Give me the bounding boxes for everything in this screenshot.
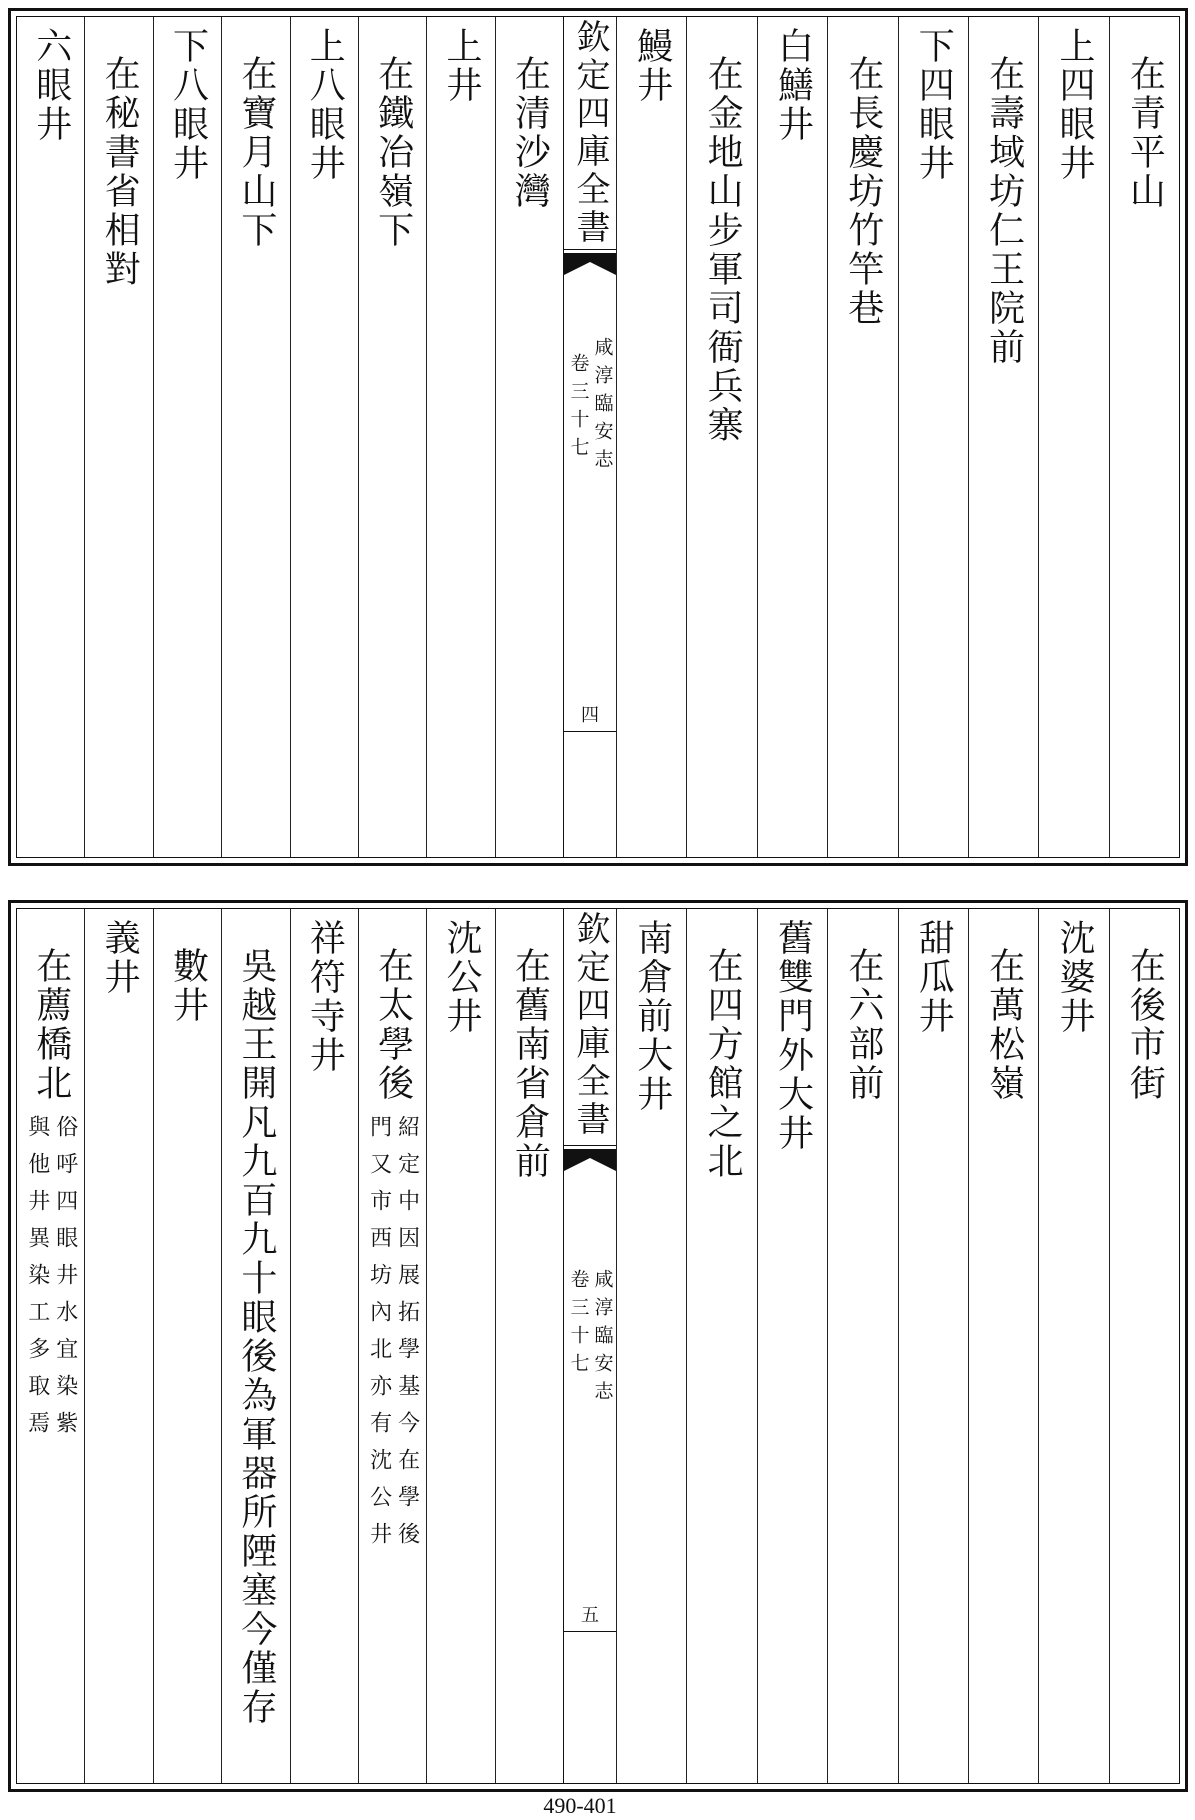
well-description: 吳越王開凡九百九十眼後為軍器所陻塞今僅存 — [235, 947, 277, 1727]
volume-number: 卷三十七 — [567, 353, 590, 465]
well-name: 數井 — [167, 947, 209, 1025]
text-column — [426, 17, 494, 857]
well-location: 在後市街 — [1124, 947, 1166, 1103]
well-location: 在壽域坊仁王院前 — [983, 55, 1025, 367]
right-half — [616, 17, 1179, 857]
right-half — [616, 909, 1179, 1783]
text-column — [17, 17, 84, 857]
well-location: 在薦橋北 — [30, 947, 72, 1103]
well-name: 上八眼井 — [304, 27, 346, 183]
well-location: 在舊南省倉前 — [509, 947, 551, 1181]
well-location: 在秘書省相對 — [99, 55, 141, 289]
text-column — [358, 17, 426, 857]
text-column — [827, 17, 897, 857]
text-column — [153, 17, 221, 857]
well-name: 鰻井 — [631, 27, 673, 105]
text-column — [495, 17, 563, 857]
page-lower — [8, 900, 1188, 1792]
volume-number: 卷三十七 — [567, 1269, 590, 1381]
text-column — [968, 17, 1038, 857]
well-location: 在萬松嶺 — [983, 947, 1025, 1103]
well-location: 在寶月山下 — [235, 55, 277, 250]
book-title: 咸淳臨安志 — [591, 337, 614, 477]
well-name: 上井 — [440, 27, 482, 105]
annotation — [26, 1115, 76, 1448]
divider — [564, 249, 616, 250]
well-name: 沈公井 — [440, 919, 482, 1036]
text-column — [616, 17, 686, 857]
text-column — [426, 909, 494, 1783]
well-name: 甜瓜井 — [913, 919, 955, 1036]
center-fold-column — [563, 909, 616, 1783]
divider — [564, 731, 616, 732]
well-location: 在四方館之北 — [702, 947, 744, 1181]
well-name: 下八眼井 — [167, 27, 209, 183]
text-column — [968, 909, 1038, 1783]
well-location: 在鐵冶嶺下 — [372, 55, 414, 250]
center-fold-column — [563, 17, 616, 857]
text-column — [221, 17, 289, 857]
well-name: 祥符寺井 — [304, 919, 346, 1075]
well-name: 南倉前大井 — [631, 919, 673, 1114]
text-column — [898, 909, 968, 1783]
text-column — [290, 909, 358, 1783]
well-name: 六眼井 — [30, 27, 72, 144]
text-column — [358, 909, 426, 1783]
scan-reference: 490-401 — [543, 1793, 617, 1818]
collection-title: 欽定四庫全書 — [570, 911, 610, 1139]
well-name: 沈婆井 — [1053, 919, 1095, 1036]
text-column — [1109, 17, 1179, 857]
text-column — [1038, 17, 1108, 857]
well-location: 在金地山步軍司衙兵寨 — [702, 55, 744, 445]
text-column — [290, 17, 358, 857]
fishtail-ornament — [564, 1149, 616, 1175]
book-info — [569, 337, 612, 477]
book-info — [569, 1269, 612, 1409]
well-location: 在六部前 — [842, 947, 884, 1103]
well-name: 上四眼井 — [1053, 27, 1095, 183]
divider — [564, 1631, 616, 1632]
well-location: 在青平山 — [1124, 55, 1166, 211]
page-frame — [16, 908, 1180, 1784]
text-column — [686, 909, 756, 1783]
well-name: 舊雙門外大井 — [772, 919, 814, 1153]
text-column — [1109, 909, 1179, 1783]
text-column — [17, 909, 84, 1783]
text-column — [1038, 909, 1108, 1783]
well-location: 在清沙灣 — [509, 55, 551, 211]
text-column — [221, 909, 289, 1783]
annotation-line: 與他井異染工多取焉 — [24, 1115, 50, 1448]
page-frame — [16, 16, 1180, 858]
well-location: 在長慶坊竹竿巷 — [842, 55, 884, 328]
book-title: 咸淳臨安志 — [591, 1269, 614, 1409]
left-half — [17, 17, 563, 857]
well-name: 下四眼井 — [913, 27, 955, 183]
text-column — [84, 909, 152, 1783]
text-column — [757, 17, 827, 857]
fishtail-ornament — [564, 253, 616, 279]
well-location: 在太學後 — [372, 947, 414, 1103]
left-half — [17, 909, 563, 1783]
text-column — [84, 17, 152, 857]
text-column — [757, 909, 827, 1783]
annotation-line: 紹定中因展拓學基今在學後 — [394, 1115, 420, 1559]
annotation-line: 俗呼四眼井水宜染紫 — [52, 1115, 78, 1448]
text-column — [616, 909, 686, 1783]
well-name: 白鱔井 — [772, 27, 814, 144]
text-column — [686, 17, 756, 857]
collection-title: 欽定四庫全書 — [570, 19, 610, 247]
well-name: 義井 — [99, 919, 141, 997]
text-column — [495, 909, 563, 1783]
annotation — [368, 1115, 418, 1559]
divider — [564, 1145, 616, 1146]
page-number: 四 — [581, 705, 599, 726]
text-column — [827, 909, 897, 1783]
text-column — [153, 909, 221, 1783]
annotation-line: 門又市西坊內北亦有沈公井 — [366, 1115, 392, 1559]
page-number: 五 — [581, 1605, 599, 1626]
text-column — [898, 17, 968, 857]
page-upper — [8, 8, 1188, 866]
